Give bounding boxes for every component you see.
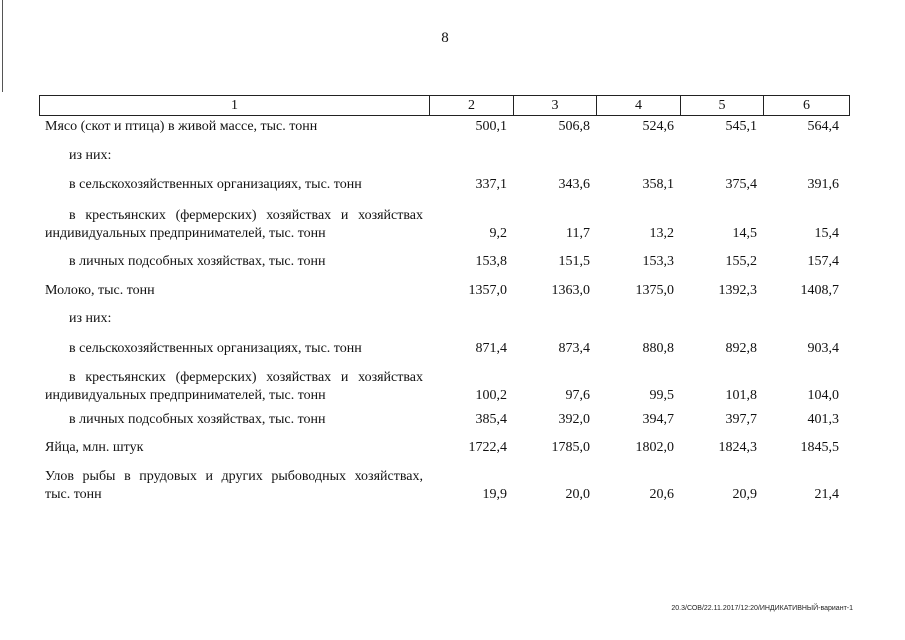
cell-value: 394,7 xyxy=(642,412,674,427)
cell-value: 880,8 xyxy=(642,341,674,356)
cell-value: 151,5 xyxy=(558,254,590,269)
cell-value: 545,1 xyxy=(725,119,757,134)
cell-value: 20,9 xyxy=(732,487,757,502)
row-label: Мясо (скот и птица) в живой массе, тыс. тонн xyxy=(45,119,318,134)
cell-value: 391,6 xyxy=(807,177,839,192)
header-col-4: 4 xyxy=(597,96,681,116)
cell-value: 9,2 xyxy=(489,226,507,241)
header-col-3: 3 xyxy=(514,96,597,116)
header-col-2: 2 xyxy=(430,96,514,116)
header-col-6: 6 xyxy=(764,96,850,116)
document-footer-code: 20.3/СОВ/22.11.2017/12:20/ИНДИКАТИВНЫЙ-вариант-1 xyxy=(671,605,853,612)
cell-value: 104,0 xyxy=(807,388,839,403)
cell-value: 15,4 xyxy=(814,226,839,241)
cell-value: 153,8 xyxy=(475,254,507,269)
table-header xyxy=(39,95,850,116)
row-label: из них: xyxy=(69,148,112,163)
row-label: в личных подсобных хозяйствах, тыс. тонн xyxy=(69,412,326,427)
cell-value: 392,0 xyxy=(558,412,590,427)
cell-value: 20,0 xyxy=(565,487,590,502)
cell-value: 337,1 xyxy=(475,177,507,192)
row-label: в сельскохозяйственных организациях, тыс. тонн xyxy=(69,341,362,356)
cell-value: 101,8 xyxy=(725,388,757,403)
header-row xyxy=(40,96,850,116)
cell-value: 1722,4 xyxy=(468,440,507,455)
row-label xyxy=(45,207,423,243)
cell-value: 155,2 xyxy=(725,254,757,269)
cell-value: 401,3 xyxy=(807,412,839,427)
row-label-line-1: в крестьянских (фермерских) хозяйствах и хозяйствах xyxy=(69,208,423,223)
cell-value: 500,1 xyxy=(475,119,507,134)
cell-value: 871,4 xyxy=(475,341,507,356)
cell-value: 13,2 xyxy=(649,226,674,241)
cell-value: 892,8 xyxy=(725,341,757,356)
row-label: в личных подсобных хозяйствах, тыс. тонн xyxy=(69,254,326,269)
row-label-line-1: в крестьянских (фермерских) хозяйствах и хозяйствах xyxy=(69,370,423,385)
cell-value: 1357,0 xyxy=(468,283,507,298)
cell-value: 1363,0 xyxy=(551,283,590,298)
cell-value: 21,4 xyxy=(814,487,839,502)
cell-value: 1845,5 xyxy=(800,440,839,455)
cell-value: 1375,0 xyxy=(635,283,674,298)
cell-value: 14,5 xyxy=(732,226,757,241)
cell-value: 343,6 xyxy=(558,177,590,192)
cell-value: 20,6 xyxy=(649,487,674,502)
row-label: Молоко, тыс. тонн xyxy=(45,283,155,298)
cell-value: 157,4 xyxy=(807,254,839,269)
row-label-line-2: индивидуальных предпринимателей, тыс. тонн xyxy=(45,388,326,403)
row-label-line-1: Улов рыбы в прудовых и других рыбоводных хозяйствах, xyxy=(45,469,423,484)
cell-value: 100,2 xyxy=(475,388,507,403)
cell-value: 1392,3 xyxy=(718,283,757,298)
cell-value: 97,6 xyxy=(565,388,590,403)
cell-value: 11,7 xyxy=(566,226,590,241)
cell-value: 375,4 xyxy=(725,177,757,192)
row-label xyxy=(45,369,423,405)
header-col-1: 1 xyxy=(40,96,430,116)
header-col-5: 5 xyxy=(681,96,764,116)
indicator-table xyxy=(39,95,849,502)
page-number: 8 xyxy=(441,30,449,46)
cell-value: 1802,0 xyxy=(635,440,674,455)
cell-value: 873,4 xyxy=(558,341,590,356)
cell-value: 903,4 xyxy=(807,341,839,356)
cell-value: 358,1 xyxy=(642,177,674,192)
cell-value: 19,9 xyxy=(482,487,507,502)
row-label: из них: xyxy=(69,311,112,326)
cell-value: 1785,0 xyxy=(551,440,590,455)
cell-value: 506,8 xyxy=(558,119,590,134)
cell-value: 397,7 xyxy=(725,412,757,427)
cell-value: 153,3 xyxy=(642,254,674,269)
cell-value: 1824,3 xyxy=(718,440,757,455)
row-label: Яйца, млн. штук xyxy=(45,440,144,455)
row-label xyxy=(45,468,423,504)
cell-value: 385,4 xyxy=(475,412,507,427)
row-label-line-2: тыс. тонн xyxy=(45,487,102,502)
cell-value: 564,4 xyxy=(807,119,839,134)
row-label-line-2: индивидуальных предпринимателей, тыс. тонн xyxy=(45,226,326,241)
cell-value: 524,6 xyxy=(642,119,674,134)
cell-value: 1408,7 xyxy=(800,283,839,298)
row-label: в сельскохозяйственных организациях, тыс. тонн xyxy=(69,177,362,192)
cell-value: 99,5 xyxy=(649,388,674,403)
